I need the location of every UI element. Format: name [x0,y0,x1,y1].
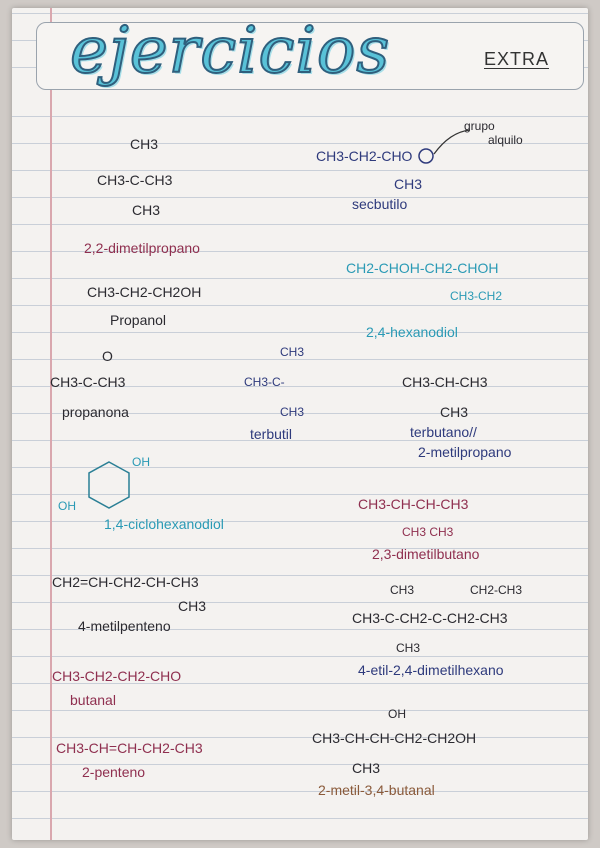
m1-bot: CH3 [132,202,161,218]
m2-note1: grupo [464,119,495,133]
m6-main: CH3-C- [244,375,285,389]
m13-name: 2-metil-3,4-butanal [318,782,435,798]
m2-note2: alquilo [488,133,523,147]
m12-main: CH3-CH2-CH2-CHO [52,668,182,684]
m3-main: CH3-CH2-CH2OH [87,284,202,300]
m10-name: 4-metilpenteno [78,618,171,634]
m13-below: CH3 [352,760,381,776]
m5-name: propanona [62,404,129,420]
extra-label: EXTRA [484,49,550,69]
m8-oh1: OH [132,455,150,469]
m5-main: CH3-C-CH3 [50,374,126,390]
m5-top: O [102,348,113,364]
m1-name: 2,2-dimetilpropano [84,240,200,256]
m10-below: CH3 [178,598,207,614]
m8-name: 1,4-ciclohexanodiol [104,516,224,532]
m6-name: terbutil [250,426,293,442]
m1-mid: CH3-C-CH3 [97,172,173,188]
m7-name2: 2-metilpropano [418,444,512,460]
m12-name: butanal [70,692,116,708]
m6-top: CH3 [280,345,305,359]
m2-below: CH3 [394,176,423,192]
page-title: ejercicios [70,14,391,88]
m14-name: 2-penteno [82,764,146,780]
m6-bot: CH3 [280,405,305,419]
m8-oh2: OH [58,499,76,513]
m10-main: CH2=CH-CH2-CH-CH3 [52,574,199,590]
m11-top2: CH2-CH3 [470,583,523,597]
m7-main: CH3-CH-CH3 [402,374,488,390]
m9-name: 2,3-dimetilbutano [372,546,480,562]
m11-top1: CH3 [390,583,415,597]
m11-main: CH3-C-CH2-C-CH2-CH3 [352,610,508,626]
cyclohexane-ring [84,458,134,512]
m2-main: CH3-CH2-CHO [316,148,413,164]
m7-name: terbutano// [410,424,477,440]
m4-name: 2,4-hexanodiol [366,324,458,340]
notebook-page [12,8,588,840]
m2-name: secbutilo [352,196,408,212]
m11-bot: CH3 [396,641,421,655]
m4-below: CH3-CH2 [450,289,503,303]
m1-top: CH3 [130,136,159,152]
m13-main: CH3-CH-CH-CH2-CH2OH [312,730,477,746]
m4-main: CH2-CHOH-CH2-CHOH [346,260,499,276]
m7-below: CH3 [440,404,469,420]
m9-main: CH3-CH-CH-CH3 [358,496,469,512]
m3-name: Propanol [110,312,167,328]
m13-top: OH [388,707,406,721]
m11-name: 4-etil-2,4-dimetilhexano [358,662,504,678]
m9-below: CH3 CH3 [402,525,454,539]
m14-main: CH3-CH=CH-CH2-CH3 [56,740,203,756]
